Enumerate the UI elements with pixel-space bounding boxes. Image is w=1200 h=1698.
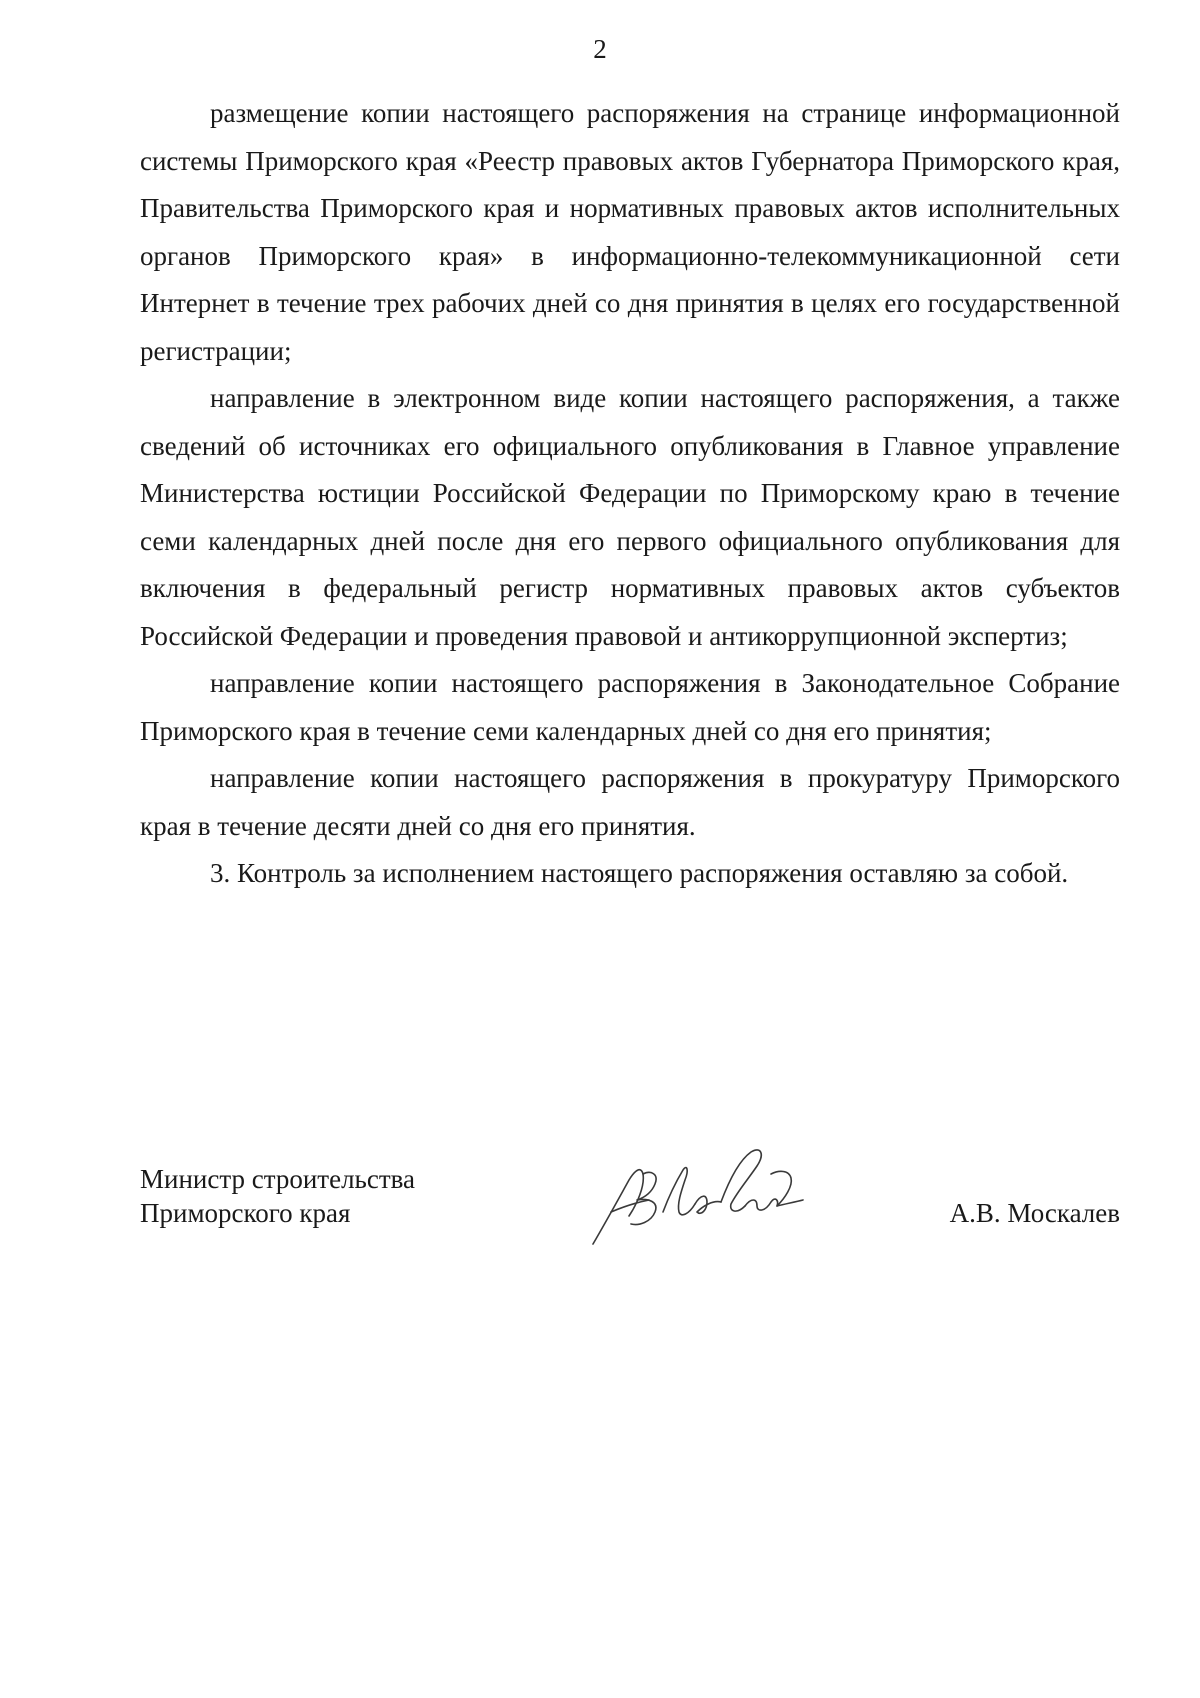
paragraph-registry-placement: размещение копии настоящего распоряжения на странице информационной системы Приморского края «Реестр правовых актов Губернатора Приморского края, Правительства Приморского края и нормативных правовых актов исполнительных органов Приморского края» в информационно-телекоммуникационной сети Интернет в течение трех рабочих дней со дня принятия в целях его государственной регистрации; xyxy=(140,98,1120,366)
signer-position-line-1: Министр строительства xyxy=(140,1164,416,1194)
handwritten-signature xyxy=(585,1140,815,1250)
signature-block xyxy=(140,1162,1120,1262)
paragraph-prosecutor-office: направление копии настоящего распоряжения в прокуратуру Приморского края в течение десяти дней со дня его принятия. xyxy=(140,763,1120,841)
signer-name: А.В. Москалев xyxy=(949,1198,1120,1228)
page-number: 2 xyxy=(593,34,607,64)
signer-position xyxy=(140,1162,560,1230)
paragraph-ministry-of-justice: направление в электронном виде копии настоящего распоряжения, а также сведений об источниках его официального опубликования в Главное управление Министерства юстиции Российской Федерации по Приморскому краю в течение семи календарных дней после дня его первого официального опубликования для включения в федеральный регистр нормативных правовых актов субъектов Российской Федерации и проведения правовой и антикоррупционной экспертиз; xyxy=(140,383,1120,651)
document-body xyxy=(140,90,1120,898)
signer-position-line-2: Приморского края xyxy=(140,1198,351,1228)
paragraph-legislative-assembly: направление копии настоящего распоряжения в Законодательное Собрание Приморского края в течение семи календарных дней со дня его принятия; xyxy=(140,668,1120,746)
paragraph-control-clause: 3. Контроль за исполнением настоящего распоряжения оставляю за собой. xyxy=(210,858,1069,888)
